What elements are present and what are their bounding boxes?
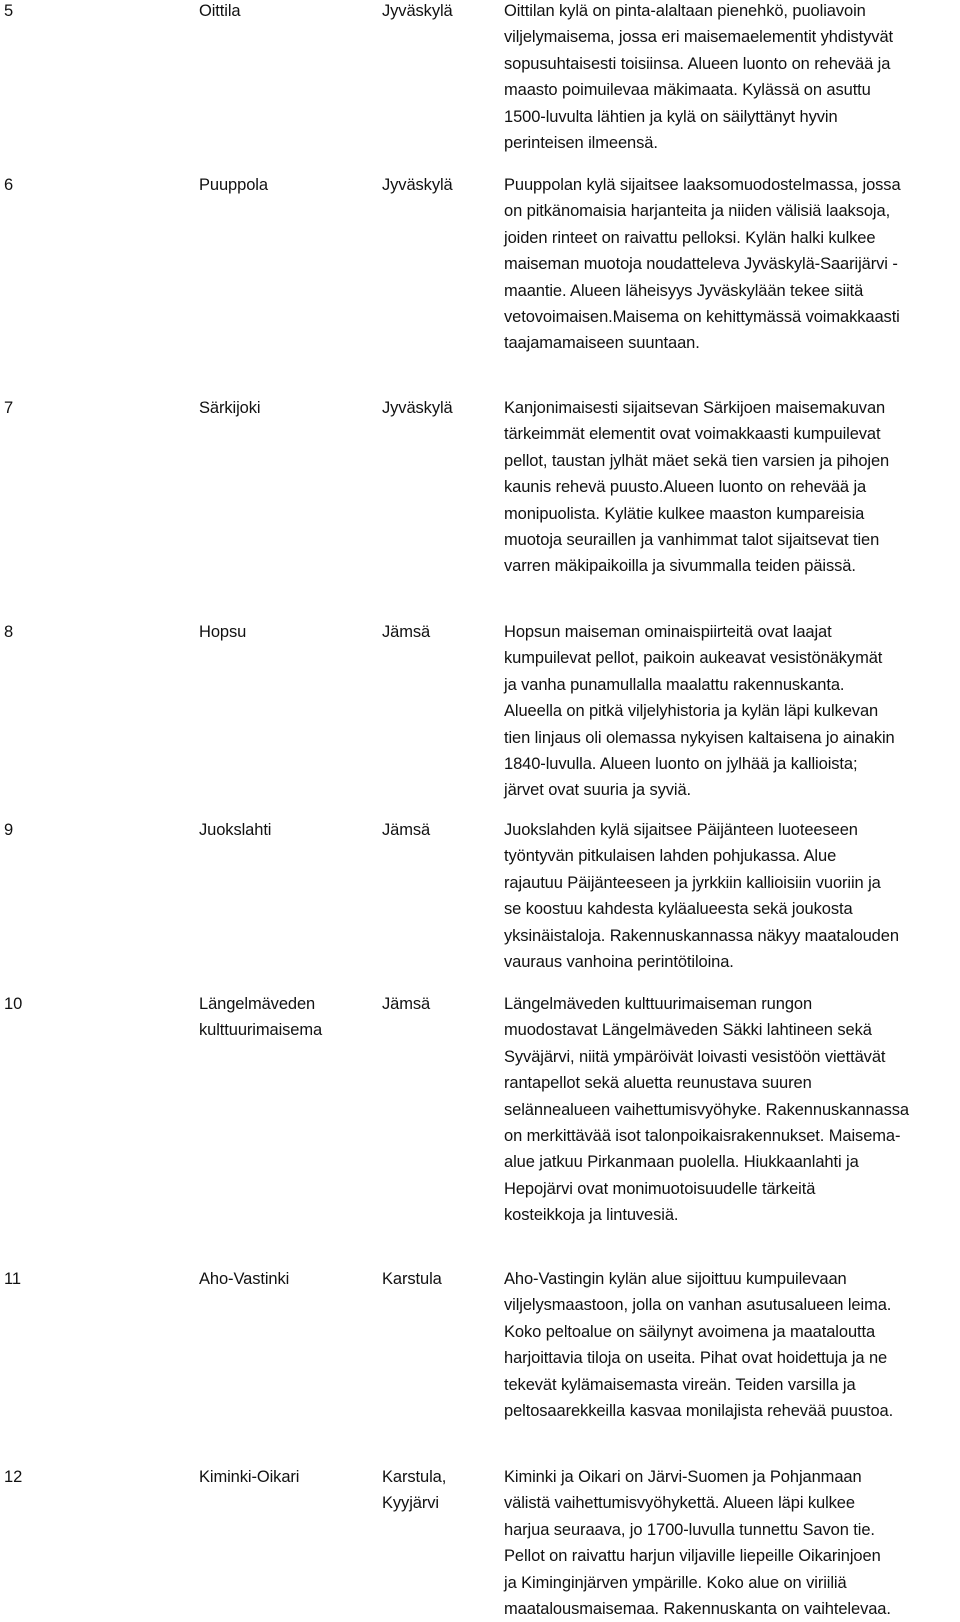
- description-line: Syväjärvi, niitä ympäröivät loivasti vesistöön viettävät: [504, 1047, 886, 1066]
- description-line: maasto poimuilevaa mäkimaata. Kylässä on asuttu: [504, 81, 871, 100]
- description-line: viljelymaisema, jossa eri maisemaelementit yhdistyvät: [504, 28, 894, 47]
- description-line: Oittilan kylä on pinta-alaltaan pienehkö, puoliavoin: [504, 2, 866, 20]
- description-line: Aho-Vastingin kylän alue sijoittuu kumpuilevaan: [504, 1270, 847, 1288]
- area-description: [504, 619, 952, 804]
- description-line: kumpuilevat pellot, paikoin aukeavat vesistönäkymät: [504, 649, 883, 668]
- description-line: perinteisen ilmeensä.: [504, 134, 658, 153]
- municipality: Karstula: [382, 1270, 442, 1288]
- description-line: vauraus vanhoina perintötiloina.: [504, 953, 734, 972]
- row-number: 11: [4, 1270, 21, 1288]
- area-description: [504, 817, 952, 975]
- description-line: yksinäistaloja. Rakennuskannassa näkyy maatalouden: [504, 926, 899, 945]
- municipality: Jyväskylä: [382, 399, 453, 417]
- area-name: Längelmäveden kulttuurimaisema: [199, 995, 323, 1040]
- description-line: vetovoimaisen.Maisema on kehittymässä voimakkaasti: [504, 308, 900, 327]
- description-line: tekevät kylämaisemasta vireän. Teiden varsilla ja: [504, 1375, 856, 1394]
- description-line: järvet ovat suuria ja syviä.: [504, 781, 692, 800]
- description-line: kosteikkoja ja lintuvesiä.: [504, 1206, 679, 1225]
- row-number: 10: [4, 995, 23, 1013]
- description-line: ja Kiminginjärven ympärille. Koko alue on viriiliä: [504, 1573, 847, 1592]
- description-line: ja vanha punamullalla maalattu rakennuskanta.: [504, 675, 845, 694]
- description-line: Hopsun maiseman ominaispiirteitä ovat laajat: [504, 623, 832, 641]
- area-name: Aho-Vastinki: [199, 1270, 290, 1288]
- area-name: Puuppola: [199, 176, 268, 194]
- description-line: Kiminki ja Oikari on Järvi-Suomen ja Pohjanmaan: [504, 1468, 862, 1486]
- area-description: [504, 1464, 952, 1622]
- area-description: [504, 395, 952, 580]
- area-description: [504, 1266, 952, 1424]
- description-line: rajautuu Päijänteeseen ja jyrkkiin kallioisiin vuoriin ja: [504, 873, 881, 892]
- row-number: 6: [4, 176, 14, 194]
- area-description: [504, 172, 952, 357]
- area-name: Kiminki-Oikari: [199, 1468, 300, 1486]
- description-line: on pitkänomaisia harjanteita ja niiden välisiä laaksoja,: [504, 202, 891, 221]
- description-line: varren mäkipaikoilla ja sivummalla teiden päissä.: [504, 557, 856, 576]
- area-name: Juokslahti: [199, 821, 272, 839]
- description-line: on merkittävää isot talonpoikaisrakennukset. Maisema-: [504, 1127, 901, 1146]
- description-line: alue jatkuu Pirkanmaan puolella. Hiukkaanlahti ja: [504, 1153, 859, 1172]
- area-name: Hopsu: [199, 623, 247, 641]
- description-line: maantie. Alueen läheisyys Jyväskylään tekee siitä: [504, 281, 864, 300]
- area-description: [504, 991, 952, 1229]
- description-line: Hepojärvi ovat monimuotoisuudelle tärkeitä: [504, 1179, 816, 1198]
- description-line: selännealueen vaihettumisvyöhyke. Rakennuskannassa: [504, 1100, 910, 1119]
- description-line: Kanjonimaisesti sijaitsevan Särkijoen maisemakuvan: [504, 399, 886, 417]
- description-line: Koko peltoalue on säilynyt avoimena ja maataloutta: [504, 1322, 876, 1341]
- description-line: harjua seuraava, jo 1700-luvulla tunnettu Savon tie.: [504, 1520, 875, 1539]
- description-line: 1840-luvulla. Alueen luonto on jylhää ja kallioista;: [504, 755, 858, 774]
- municipality: Karstula, Kyyjärvi: [382, 1468, 447, 1513]
- description-line: muodostavat Längelmäveden Säkki lahtineen sekä: [504, 1021, 872, 1040]
- description-line: maiseman muotoja noudatteleva Jyväskylä-Saarijärvi -: [504, 255, 898, 274]
- description-line: pellot, taustan jylhät mäet sekä tien varsien ja pihojen: [504, 451, 890, 470]
- municipality: Jyväskylä: [382, 2, 453, 20]
- description-line: tärkeimmät elementit ovat voimakkaasti kumpuilevat: [504, 425, 881, 444]
- area-name: Oittila: [199, 2, 241, 20]
- description-line: Puuppolan kylä sijaitsee laaksomuodostelmassa, jossa: [504, 176, 901, 194]
- description-line: harjoittavia tiloja on useita. Pihat ovat hoidettuja ja ne: [504, 1349, 888, 1368]
- row-number: 12: [4, 1468, 23, 1486]
- municipality: Jämsä: [382, 821, 431, 839]
- description-line: sopusuhtaisesti toisiinsa. Alueen luonto on rehevää ja: [504, 54, 891, 73]
- row-number: 7: [4, 399, 14, 417]
- description-line: tien linjaus oli olemassa nykyisen kaltaisena jo ainakin: [504, 728, 895, 747]
- description-line: Juokslahden kylä sijaitsee Päijänteen luoteeseen: [504, 821, 858, 839]
- row-number: 5: [4, 2, 14, 20]
- description-line: Alueella on pitkä viljelyhistoria ja kylän läpi kulkevan: [504, 702, 879, 721]
- description-line: peltosaarekkeilla kasvaa monilajista rehevää puustoa.: [504, 1402, 894, 1421]
- description-line: Pellot on raivattu harjun viljaville liepeille Oikarinjoen: [504, 1547, 881, 1566]
- municipality: Jyväskylä: [382, 176, 453, 194]
- description-line: työntyvän pitkulaisen lahden pohjukassa. Alue: [504, 847, 837, 866]
- description-line: muotoja seuraillen ja vanhimmat talot sijaitsevat tien: [504, 531, 880, 550]
- description-line: 1500-luvulta lähtien ja kylä on säilyttänyt hyvin: [504, 107, 838, 126]
- municipality: Jämsä: [382, 995, 431, 1013]
- description-line: taajamamaiseen suuntaan.: [504, 334, 700, 353]
- description-line: maatalousmaisemaa. Rakennuskanta on vaihtelevaa.: [504, 1600, 891, 1619]
- description-line: monipuolista. Kylätie kulkee maaston kumpareisia: [504, 504, 865, 523]
- description-line: viljelysmaastoon, jolla on vanhan asutusalueen leima.: [504, 1296, 892, 1315]
- municipality: Jämsä: [382, 623, 431, 641]
- description-line: joiden rinteet on raivattu pelloksi. Kylän halki kulkee: [504, 228, 876, 247]
- description-line: välistä vaihettumisvyöhykettä. Alueen läpi kulkee: [504, 1494, 855, 1513]
- description-line: se koostuu kahdesta kyläalueesta sekä joukosta: [504, 900, 853, 919]
- description-line: rantapellot sekä aluetta reunustava suuren: [504, 1074, 812, 1093]
- row-number: 8: [4, 623, 14, 641]
- area-name: Särkijoki: [199, 399, 261, 417]
- description-line: Längelmäveden kulttuurimaiseman rungon: [504, 995, 813, 1013]
- area-description: [504, 0, 952, 156]
- row-number: 9: [4, 821, 14, 839]
- description-line: kaunis rehevä puusto.Alueen luonto on rehevää ja: [504, 478, 867, 497]
